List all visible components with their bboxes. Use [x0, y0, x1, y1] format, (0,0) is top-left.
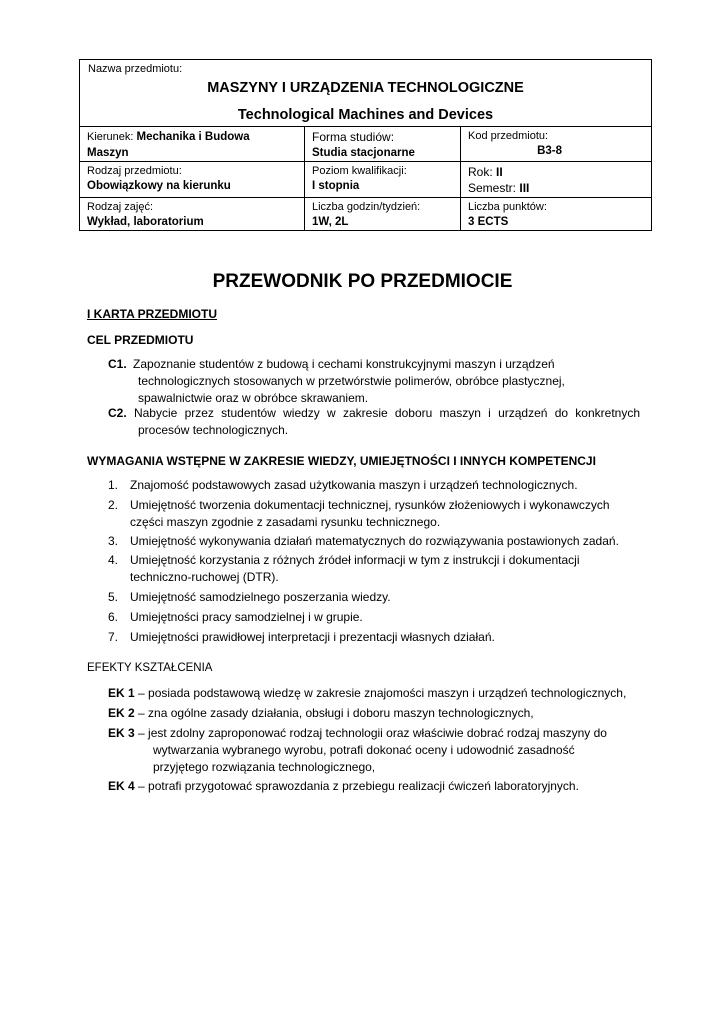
efekt-number: EK 2 [108, 706, 135, 720]
table-row [80, 162, 651, 198]
cel-c2 [108, 405, 640, 422]
poziom-value: I stopnia [312, 180, 360, 192]
efekty-heading: EFEKTY KSZTAŁCENIA [87, 662, 213, 674]
kod-cell [461, 127, 651, 161]
cel-c2-cont [138, 422, 638, 439]
item-number: 5. [108, 590, 119, 604]
course-info-table [79, 59, 652, 231]
poziom-cell [305, 162, 461, 197]
efekt-ek4 [108, 778, 648, 795]
punkty-label: Liczba punktów: [468, 201, 547, 213]
rodzaj-przedmiotu-label: Rodzaj przedmiotu: [87, 165, 182, 177]
course-name-label: Nazwa przedmiotu: [88, 63, 183, 75]
kod-value: B3-8 [537, 145, 562, 157]
kierunek-cell [80, 127, 305, 161]
kierunek-value-2: Maszyn [87, 147, 129, 159]
godziny-value: 1W, 2L [312, 216, 349, 228]
cel-line: Nabycie przez studentów wiedzy w zakresie doboru maszyn i urządzeń do konkretnych [133, 406, 640, 420]
rodzaj-zajec-value: Wykład, laboratorium [87, 216, 204, 228]
efekt-text: – potrafi przygotować sprawozdania z przebiegu realizacji ćwiczeń laboratoryjnych. [138, 779, 579, 793]
kod-label: Kod przedmiotu: [468, 130, 549, 142]
item-text: Umiejętność wykonywania działań matematycznych do rozwiązywania postawionych zadań. [130, 534, 619, 548]
rok-semestr-cell [461, 162, 651, 197]
rodzaj-zajec-label: Rodzaj zajęć: [87, 201, 154, 213]
efekt-ek2 [108, 705, 648, 722]
efekt-number: EK 1 [108, 686, 135, 700]
kierunek-value-1: Mechanika i Budowa [136, 131, 250, 143]
punkty-value: 3 ECTS [468, 216, 509, 228]
table-row [80, 198, 651, 231]
godziny-cell [305, 198, 461, 231]
godziny-label: Liczba godzin/tydzień: [312, 201, 421, 213]
cel-line: technologicznych stosowanych w przetwórstwie polimerów, obróbce plastycznej, [138, 374, 565, 388]
item-number: 6. [108, 610, 119, 624]
course-title-en: Technological Machines and Devices [237, 107, 494, 123]
efekt-ek3 [108, 725, 648, 776]
cel-line: spawalnictwie oraz w obróbce skrawaniem. [138, 391, 369, 405]
item-number: 3. [108, 534, 119, 548]
efekt-text: wytwarzania wybranego wyrobu, potrafi dokonać oceny i udowodnić zasadność [153, 743, 575, 757]
item-number: 2. [108, 498, 119, 512]
course-title-pl: MASZYNY I URZĄDZENIA TECHNOLOGICZNE [207, 80, 524, 96]
item-number: 4. [108, 553, 119, 567]
item-text [130, 552, 650, 586]
karta-heading: I KARTA PRZEDMIOTU [87, 307, 217, 321]
course-name-cell [80, 60, 651, 127]
item-text [130, 497, 650, 531]
cel-line: Zapoznanie studentów z budową i cechami konstrukcyjnymi maszyn i urządzeń [133, 357, 555, 371]
item-line: Umiejętność korzystania z różnych źródeł informacji w tym z instrukcji i dokumentacji [130, 553, 580, 567]
cel-heading: CEL PRZEDMIOTU [87, 333, 194, 347]
rodzaj-przedmiotu-cell [80, 162, 305, 197]
wymagania-heading: WYMAGANIA WSTĘPNE W ZAKRESIE WIEDZY, UMIEJĘTNOŚCI I INNYCH KOMPETENCJI [87, 454, 596, 468]
kierunek-label: Kierunek: [87, 131, 137, 143]
item-number: 7. [108, 630, 119, 644]
efekt-text: przyjętego rozwiązania technologicznego, [153, 760, 376, 774]
rodzaj-przedmiotu-value: Obowiązkowy na kierunku [87, 180, 231, 192]
semestr-value: III [519, 181, 530, 195]
forma-value: Studia stacjonarne [312, 147, 415, 159]
item-text: Znajomość podstawowych zasad użytkowania maszyn i urządzeń technologicznych. [130, 478, 578, 492]
efekt-number: EK 3 [108, 726, 135, 740]
rodzaj-zajec-cell [80, 198, 305, 231]
efekt-number: EK 4 [108, 779, 135, 793]
poziom-label: Poziom kwalifikacji: [312, 165, 407, 177]
rok-label: Rok: [468, 165, 497, 179]
cel-line: procesów technologicznych. [138, 423, 289, 437]
item-line: Umiejętność tworzenia dokumentacji technicznej, rysunków złożeniowych i wykonawczych [130, 498, 610, 512]
item-line: techniczno-ruchowej (DTR). [130, 570, 279, 584]
page-title: PRZEWODNIK PO PRZEDMIOCIE [212, 271, 513, 292]
semestr-label: Semestr: [468, 181, 520, 195]
efekt-text: – zna ogólne zasady działania, obsługi i doboru maszyn technologicznych, [138, 706, 534, 720]
cel-number: C2. [108, 406, 127, 420]
punkty-cell [461, 198, 651, 231]
cel-c1 [108, 356, 653, 407]
forma-label: Forma studiów: [312, 130, 395, 144]
item-text: Umiejętności pracy samodzielnej i w grupie. [130, 610, 363, 624]
table-row [80, 127, 651, 162]
forma-cell [305, 127, 461, 161]
efekt-text: – jest zdolny zaproponować rodzaj technologii oraz właściwie dobrać rodzaj maszyny do [138, 726, 607, 740]
item-text: Umiejętność samodzielnego poszerzania wiedzy. [130, 590, 391, 604]
efekt-ek1 [108, 685, 648, 702]
item-line: części maszyn zgodnie z zasadami rysunku technicznego. [130, 515, 441, 529]
rok-value: II [496, 165, 503, 179]
efekt-text: – posiada podstawową wiedzę w zakresie znajomości maszyn i urządzeń technologicznych, [138, 686, 627, 700]
cel-number: C1. [108, 357, 127, 371]
item-text: Umiejętności prawidłowej interpretacji i prezentacji własnych działań. [130, 630, 495, 644]
item-number: 1. [108, 478, 119, 492]
